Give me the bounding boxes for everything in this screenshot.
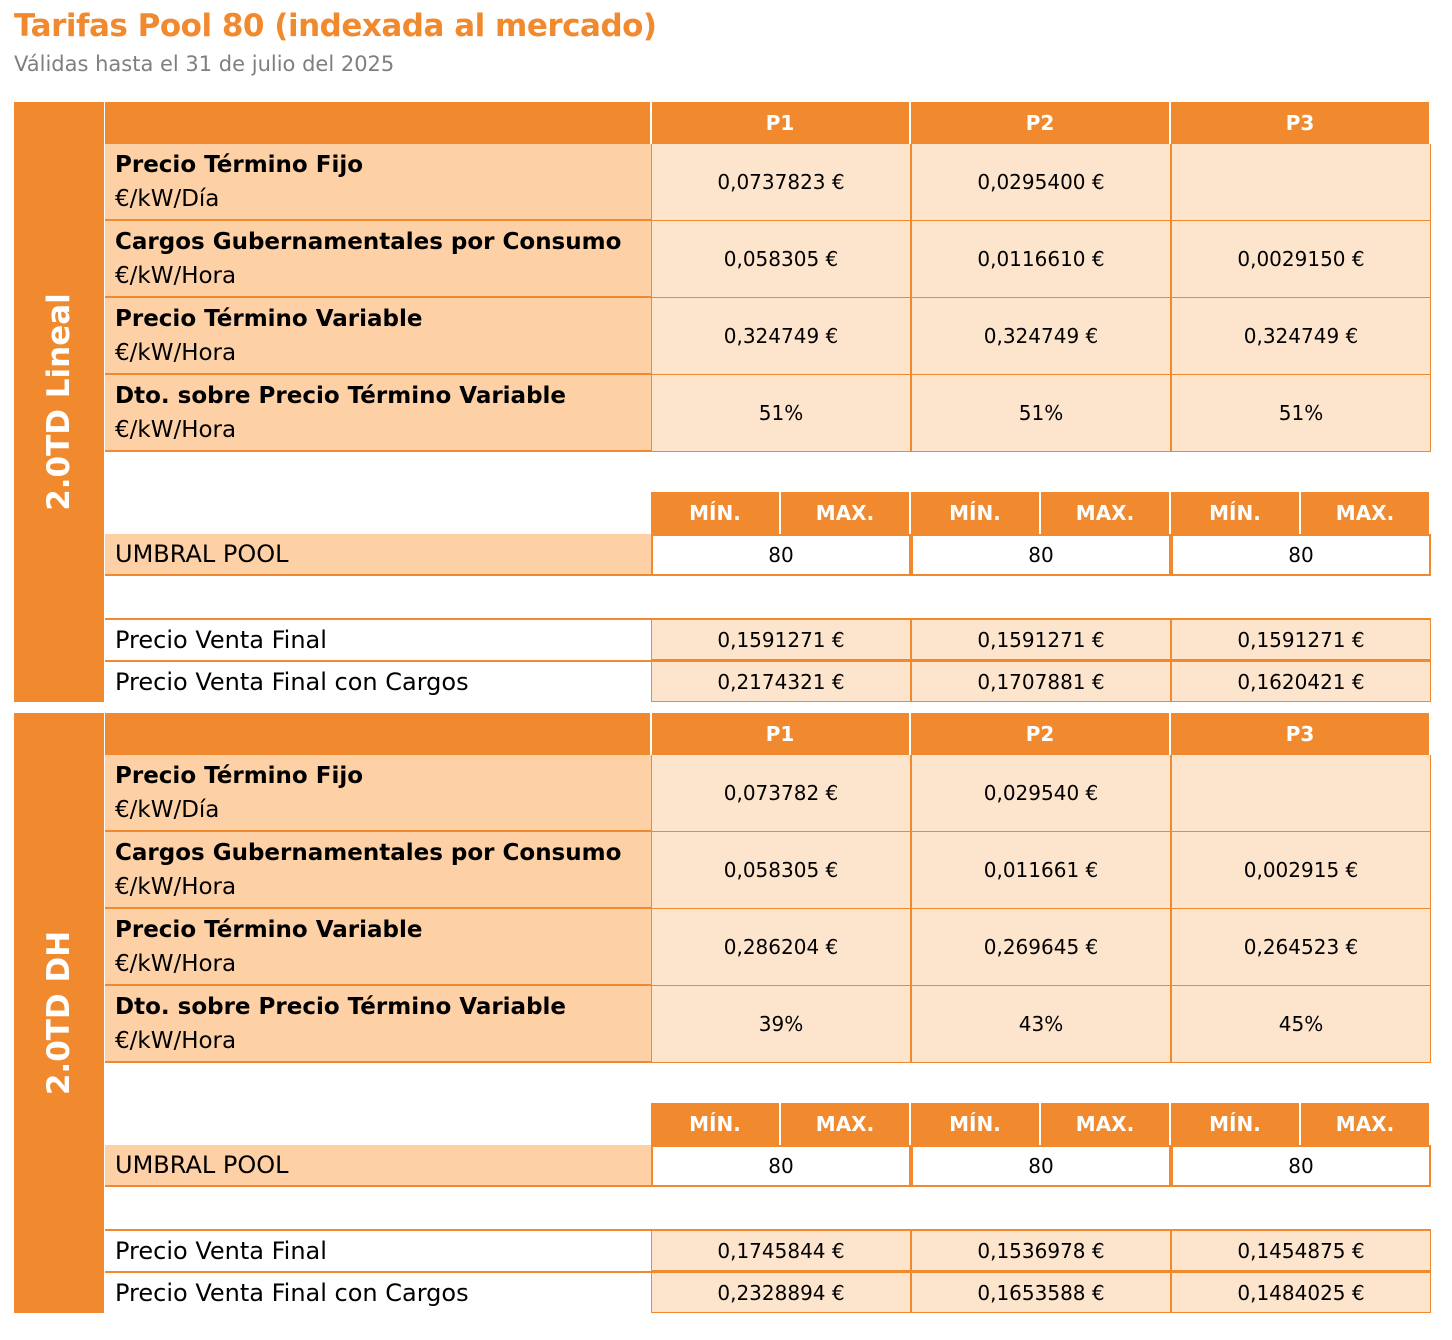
price-value: 51% (1171, 375, 1431, 452)
row-label-title: Dto. sobre Precio Término Variable (115, 383, 567, 409)
row-label (105, 755, 651, 832)
price-value: 43% (911, 986, 1171, 1063)
final-price-value: 0,1707881 € (911, 660, 1171, 702)
min-header: MÍN. (1171, 492, 1299, 534)
price-value: 45% (1171, 986, 1431, 1063)
final-price-label: Precio Venta Final con Cargos (105, 1271, 651, 1313)
row-label-title: Precio Término Fijo (115, 152, 364, 178)
price-value: 0,286204 € (651, 909, 911, 986)
price-value: 51% (911, 375, 1171, 452)
final-price-value: 0,2174321 € (651, 660, 911, 702)
row-label (105, 986, 651, 1063)
price-value: 0,264523 € (1171, 909, 1431, 986)
period-header: P3 (1171, 102, 1429, 144)
header-blank (105, 102, 651, 144)
price-value: 0,002915 € (1171, 832, 1431, 909)
max-header: MAX. (1301, 1103, 1429, 1145)
tariff-block (14, 713, 1433, 1313)
row-label-unit: €/kW/Hora (115, 263, 237, 289)
header-separator (650, 713, 652, 755)
min-header: MÍN. (651, 1103, 779, 1145)
umbral-value: 80 (651, 534, 911, 576)
row-label-unit: €/kW/Hora (115, 951, 237, 977)
final-price-label: Precio Venta Final con Cargos (105, 660, 651, 702)
umbral-value: 80 (651, 1145, 911, 1187)
period-header: P1 (651, 102, 909, 144)
price-value: 0,324749 € (911, 298, 1171, 375)
tariff-block (14, 102, 1433, 702)
umbral-value: 80 (1171, 1145, 1431, 1187)
max-header: MAX. (1041, 492, 1169, 534)
umbral-label: UMBRAL POOL (105, 1145, 651, 1187)
side-band (14, 713, 104, 1313)
header-separator (1169, 713, 1171, 755)
final-price-label: Precio Venta Final (105, 1229, 651, 1271)
row-label (105, 909, 651, 986)
row-label-unit: €/kW/Día (115, 797, 220, 823)
umbral-value: 80 (911, 1145, 1171, 1187)
row-label-unit: €/kW/Hora (115, 340, 237, 366)
final-price-value: 0,1591271 € (1171, 618, 1431, 660)
side-band (14, 102, 104, 702)
max-header: MAX. (1301, 492, 1429, 534)
price-value: 0,0295400 € (911, 144, 1171, 221)
final-price-value: 0,1591271 € (911, 618, 1171, 660)
header-separator (909, 713, 911, 755)
header-blank (105, 713, 651, 755)
min-header: MÍN. (911, 1103, 1039, 1145)
price-value: 0,0029150 € (1171, 221, 1431, 298)
final-price-value: 0,1536978 € (911, 1229, 1171, 1271)
row-label-unit: €/kW/Hora (115, 1028, 237, 1054)
row-label-title: Precio Término Variable (115, 917, 423, 943)
period-header: P2 (911, 102, 1169, 144)
umbral-value: 80 (911, 534, 1171, 576)
row-label (105, 221, 651, 298)
period-header: P1 (651, 713, 909, 755)
price-value: 0,324749 € (1171, 298, 1431, 375)
final-price-value: 0,2328894 € (651, 1271, 911, 1313)
final-price-value: 0,1484025 € (1171, 1271, 1431, 1313)
final-price-label: Precio Venta Final (105, 618, 651, 660)
max-header: MAX. (1041, 1103, 1169, 1145)
min-header: MÍN. (1171, 1103, 1299, 1145)
price-value: 0,0116610 € (911, 221, 1171, 298)
period-header: P3 (1171, 713, 1429, 755)
final-price-value: 0,1454875 € (1171, 1229, 1431, 1271)
max-header: MAX. (781, 1103, 909, 1145)
row-label-title: Precio Término Variable (115, 306, 423, 332)
header-separator (650, 102, 652, 144)
price-value: 0,058305 € (651, 832, 911, 909)
tariff-name: 2.0TD Lineal (41, 293, 77, 511)
row-label-unit: €/kW/Día (115, 186, 220, 212)
page-subtitle: Válidas hasta el 31 de julio del 2025 (14, 52, 395, 76)
row-label-unit: €/kW/Hora (115, 874, 237, 900)
max-header: MAX. (781, 492, 909, 534)
umbral-label: UMBRAL POOL (105, 534, 651, 576)
row-label-title: Cargos Gubernamentales por Consumo (115, 229, 622, 255)
price-value: 0,073782 € (651, 755, 911, 832)
price-value: 0,029540 € (911, 755, 1171, 832)
period-header: P2 (911, 713, 1169, 755)
min-header: MÍN. (911, 492, 1039, 534)
row-label (105, 832, 651, 909)
row-label-title: Dto. sobre Precio Término Variable (115, 994, 567, 1020)
row-label (105, 375, 651, 452)
row-label-unit: €/kW/Hora (115, 417, 237, 443)
price-value: 0,324749 € (651, 298, 911, 375)
row-label (105, 144, 651, 221)
price-value: 0,011661 € (911, 832, 1171, 909)
price-value: 51% (651, 375, 911, 452)
final-price-value: 0,1653588 € (911, 1271, 1171, 1313)
price-value: 0,269645 € (911, 909, 1171, 986)
final-price-value: 0,1591271 € (651, 618, 911, 660)
row-label-title: Cargos Gubernamentales por Consumo (115, 840, 622, 866)
tariff-name: 2.0TD DH (41, 930, 77, 1096)
price-value (1171, 144, 1431, 221)
price-value (1171, 755, 1431, 832)
header-separator (1169, 102, 1171, 144)
min-header: MÍN. (651, 492, 779, 534)
final-price-value: 0,1745844 € (651, 1229, 911, 1271)
final-price-value: 0,1620421 € (1171, 660, 1431, 702)
page-title: Tarifas Pool 80 (indexada al mercado) (14, 8, 657, 44)
row-label-title: Precio Término Fijo (115, 763, 364, 789)
row-label (105, 298, 651, 375)
price-value: 39% (651, 986, 911, 1063)
price-value: 0,0737823 € (651, 144, 911, 221)
price-value: 0,058305 € (651, 221, 911, 298)
header-separator (909, 102, 911, 144)
umbral-value: 80 (1171, 534, 1431, 576)
